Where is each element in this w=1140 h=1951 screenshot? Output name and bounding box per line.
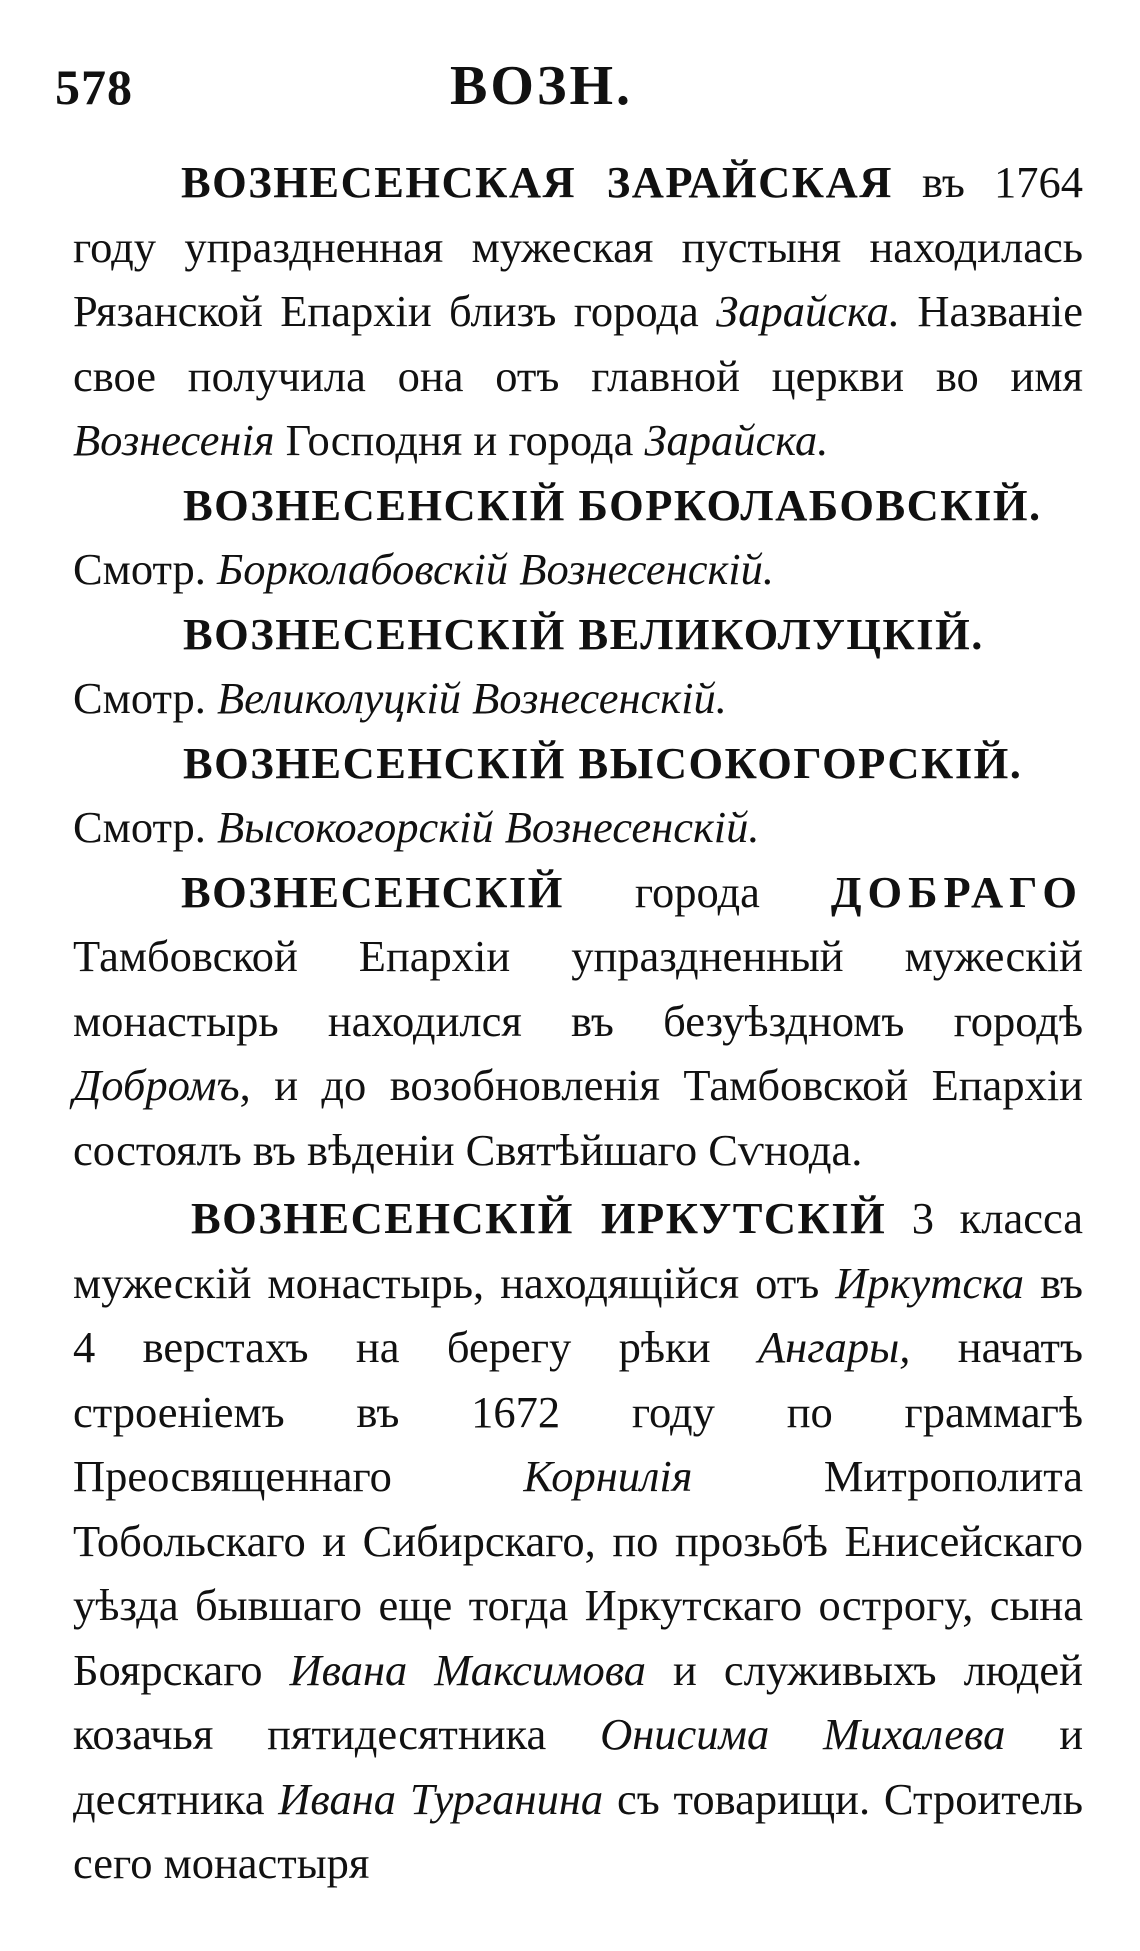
entry-headword: ВОЗНЕСЕНСКІЙ bbox=[181, 866, 564, 917]
entry-vysokogorsky bbox=[73, 731, 1083, 860]
entry-text: въ 4 верстахъ на берегу рѣки bbox=[73, 1257, 1083, 1372]
see-label: Смотр. bbox=[73, 802, 217, 852]
entry-irkutsky bbox=[73, 1186, 1083, 1896]
entry-italic-text: Добромъ bbox=[73, 1060, 240, 1110]
entry-italic-text: Ивана Турганина bbox=[278, 1773, 604, 1824]
see-label: Смотр. bbox=[73, 544, 217, 594]
entry-italic-text: Онисима Михалева bbox=[600, 1709, 1006, 1759]
running-head bbox=[55, 48, 1085, 118]
entry-text: въ 1764 году упраздненная мужеская пустыня находилась Рязанской Епархіи близъ города bbox=[73, 157, 1083, 336]
entry-voznesenskaya-zarayskaya bbox=[73, 150, 1083, 473]
entry-text: Тамбовской Епархіи упраздненный мужескій монастырь находился въ безуѣздномъ городѣ bbox=[73, 931, 1083, 1046]
entry-text: съ товарищи. Строитель сего монастыря bbox=[73, 1773, 1083, 1888]
entry-text: Названіе свое получила она отъ главной церкви во имя bbox=[73, 286, 1083, 401]
entry-italic-text: Иркутска bbox=[835, 1257, 1025, 1308]
cross-reference: Великолуцкій Вознесенскій. bbox=[217, 673, 727, 723]
entry-velikolutsky bbox=[73, 602, 1083, 731]
entry-dobrago bbox=[73, 860, 1083, 1183]
cross-reference: Борколабовскій Вознесенскій. bbox=[217, 544, 775, 594]
entry-text: Митрополита Тобольскаго и Сибирскаго, по прозьбѣ Енисейскаго уѣзда бывшаго еще тогда Иркутскаго острогу, сына Боярскаго bbox=[73, 1451, 1083, 1695]
entry-headword: ВОЗНЕСЕНСКІЙ БОРКОЛАБОВСКІЙ. bbox=[183, 479, 1042, 530]
entry-italic-text: Ангары, bbox=[757, 1322, 911, 1372]
entry-text: 3 класса мужескій монастырь, находящійся отъ bbox=[73, 1193, 1083, 1308]
entry-headword: ВОЗНЕСЕНСКАЯ ЗАРАЙСКАЯ bbox=[181, 157, 893, 207]
dictionary-text bbox=[73, 150, 1083, 1896]
entry-spaced-text: ДОБРАГО bbox=[830, 866, 1083, 917]
cross-reference: Высокогорскій Вознесенскій. bbox=[217, 802, 760, 852]
entry-text: , и до возобновленія Тамбовской Епархіи состоялъ въ вѣденіи Святѣйшаго Сѵнода. bbox=[73, 1060, 1083, 1175]
entry-italic-text: Корнилія bbox=[523, 1451, 693, 1501]
entry-headword: ВОЗНЕСЕНСКІЙ ИРКУТСКІЙ bbox=[191, 1193, 887, 1243]
page-number: 578 bbox=[55, 59, 133, 115]
entry-text: Господня и города bbox=[274, 415, 645, 465]
entry-italic-text: Зарайска. bbox=[644, 415, 829, 465]
entry-text: начатъ строеніемъ въ 1672 году по граммагѣ Преосвященнаго bbox=[73, 1322, 1083, 1501]
entry-italic-text: Зарайска. bbox=[716, 286, 901, 336]
running-head-title: ВОЗН. bbox=[450, 55, 634, 117]
entry-italic-text: Ивана Максимова bbox=[289, 1644, 647, 1695]
entry-borkolabovsky bbox=[73, 473, 1083, 602]
entry-headword: ВОЗНЕСЕНСКІЙ ВЫСОКОГОРСКІЙ. bbox=[183, 737, 1023, 788]
entry-text: и служивыхъ людей козачья пятидесятника bbox=[73, 1644, 1083, 1759]
entry-text: и десятника bbox=[73, 1709, 1084, 1824]
see-label: Смотр. bbox=[73, 673, 217, 723]
entry-text: города bbox=[563, 866, 831, 917]
entry-italic-text: Вознесенія bbox=[73, 415, 275, 465]
entry-headword: ВОЗНЕСЕНСКІЙ ВЕЛИКОЛУЦКІЙ. bbox=[183, 608, 984, 659]
